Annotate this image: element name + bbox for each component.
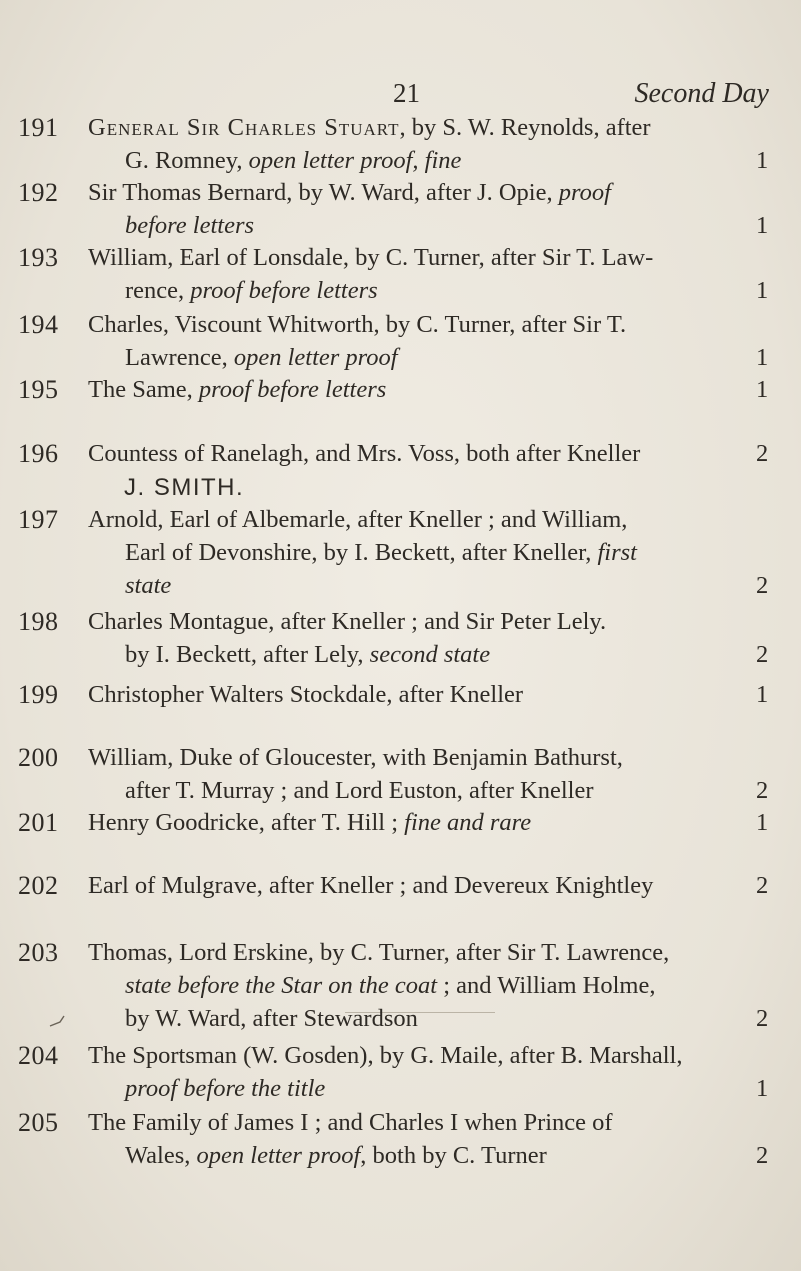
lot-quantity: 2 xyxy=(756,1142,769,1169)
lot-quantity: 2 xyxy=(756,777,769,804)
lot-quantity: 2 xyxy=(756,872,769,899)
lot-number: 193 xyxy=(18,243,59,272)
lot-number: 194 xyxy=(18,310,59,339)
lot-description-line: proof before the title xyxy=(125,1075,326,1102)
lot-description-line: Lawrence, open letter proof xyxy=(125,344,398,371)
artist-heading: J. SMITH. xyxy=(124,474,245,501)
lot-number: 202 xyxy=(18,871,59,900)
lot-description-line: Earl of Mulgrave, after Kneller ; and Devereux Knightley xyxy=(88,872,654,899)
lot-description-line: Charles, Viscount Whitworth, by C. Turner, after Sir T. xyxy=(88,311,627,338)
lot-quantity: 2 xyxy=(756,572,769,599)
lot-number: 199 xyxy=(18,680,59,709)
lot-description-line: The Family of James I ; and Charles I when Prince of xyxy=(88,1109,613,1136)
lot-number: 197 xyxy=(18,505,59,534)
lot-quantity: 1 xyxy=(756,147,769,174)
lot-description-line: The Same, proof before letters xyxy=(88,376,387,403)
lot-number: 200 xyxy=(18,743,59,772)
page-number: 21 xyxy=(393,78,420,108)
lot-number: 196 xyxy=(18,439,59,468)
lot-quantity: 1 xyxy=(756,376,769,403)
lot-description-line: The Sportsman (W. Gosden), by G. Maile, after B. Marshall, xyxy=(88,1042,683,1069)
lot-description-line: Arnold, Earl of Albemarle, after Kneller ; and William, xyxy=(88,506,628,533)
lot-description-line: rence, proof before letters xyxy=(125,277,378,304)
lot-number: 191 xyxy=(18,113,59,142)
lot-quantity: 1 xyxy=(756,212,769,239)
lot-description-line: Sir Thomas Bernard, by W. Ward, after J. Opie, proof xyxy=(88,179,611,206)
lot-description-line: Thomas, Lord Erskine, by C. Turner, after Sir T. Lawrence, xyxy=(88,939,670,966)
lot-quantity: 1 xyxy=(756,277,769,304)
lot-description-line: Earl of Devonshire, by I. Beckett, after Kneller, first xyxy=(125,539,637,566)
lot-description-line: William, Earl of Lonsdale, by C. Turner, after Sir T. Law- xyxy=(88,244,654,271)
lot-quantity: 1 xyxy=(756,681,769,708)
lot-description-line: Henry Goodricke, after T. Hill ; fine and rare xyxy=(88,809,532,836)
lot-description-line: General Sir Charles Stuart, by S. W. Reynolds, after xyxy=(88,114,651,141)
lot-description-line: Charles Montague, after Kneller ; and Sir Peter Lely. xyxy=(88,608,607,635)
lot-number: 198 xyxy=(18,607,59,636)
lot-number: 192 xyxy=(18,178,59,207)
lot-quantity: 1 xyxy=(756,1075,769,1102)
lot-number: 204 xyxy=(18,1041,59,1070)
lot-description-line: Wales, open letter proof, both by C. Turner xyxy=(125,1142,547,1169)
lot-description-line: Christopher Walters Stockdale, after Kneller xyxy=(88,681,524,708)
lot-number: 201 xyxy=(18,808,59,837)
section-title: Second Day xyxy=(634,78,769,109)
lot-quantity: 2 xyxy=(756,641,769,668)
lot-number: 205 xyxy=(18,1108,59,1137)
pencil-mark-icon xyxy=(48,1010,74,1036)
lot-description-line: after T. Murray ; and Lord Euston, after Kneller xyxy=(125,777,594,804)
lot-description-line: state xyxy=(125,572,172,599)
lot-description-line: Countess of Ranelagh, and Mrs. Voss, both after Kneller xyxy=(88,440,641,467)
lot-description-line: before letters xyxy=(125,212,255,239)
lot-description-line: by W. Ward, after Stewardson xyxy=(125,1005,418,1032)
lot-description-line: G. Romney, open letter proof, fine xyxy=(125,147,462,174)
lot-quantity: 2 xyxy=(756,1005,769,1032)
lot-quantity: 2 xyxy=(756,440,769,467)
lot-number: 203 xyxy=(18,938,59,967)
lot-quantity: 1 xyxy=(756,809,769,836)
lot-description-line: William, Duke of Gloucester, with Benjamin Bathurst, xyxy=(88,744,623,771)
lot-number: 195 xyxy=(18,375,59,404)
lot-description-line: by I. Beckett, after Lely, second state xyxy=(125,641,491,668)
lot-description-line: state before the Star on the coat ; and William Holme, xyxy=(125,972,656,999)
lot-quantity: 1 xyxy=(756,344,769,371)
